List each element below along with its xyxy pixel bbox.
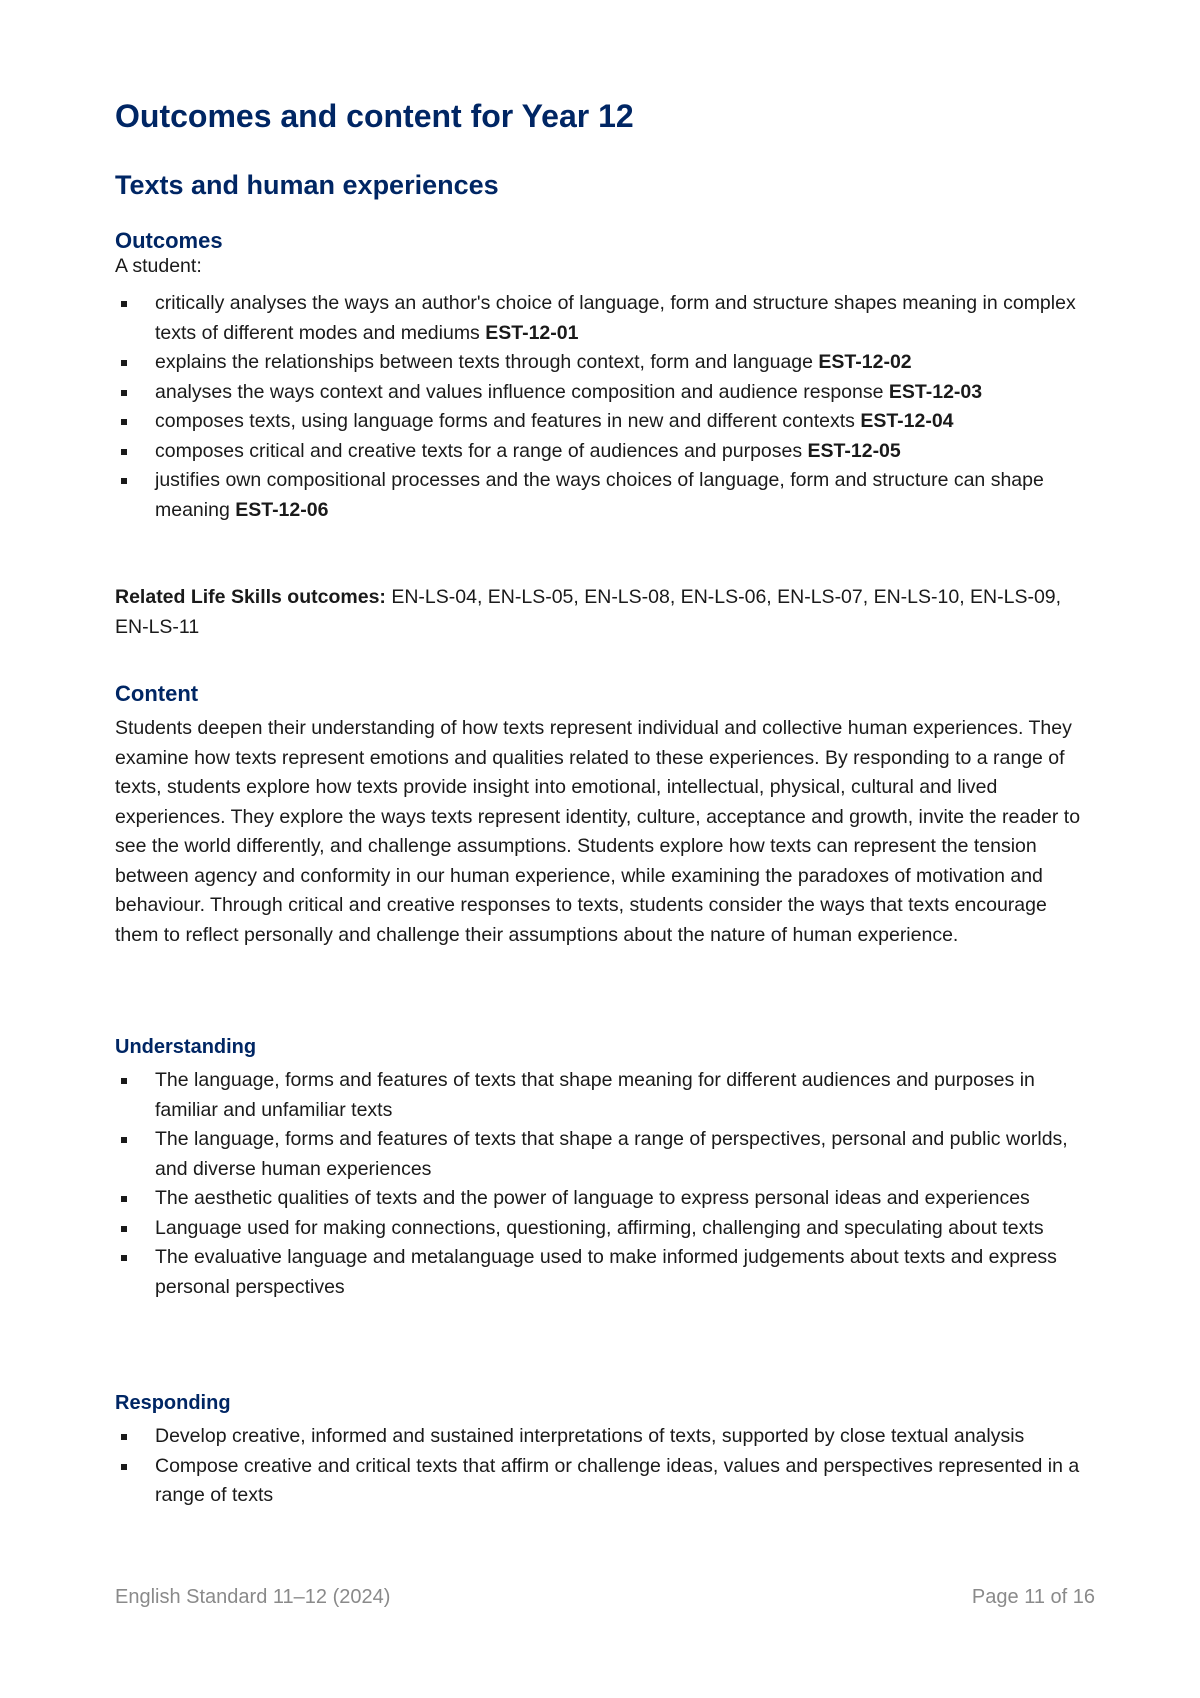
bullet-icon bbox=[121, 1137, 127, 1143]
related-outcomes-label: Related Life Skills outcomes: bbox=[115, 586, 386, 608]
list-item-text: Language used for making connections, questioning, affirming, challenging and speculating about texts bbox=[155, 1216, 1044, 1239]
content-paragraph: Students deepen their understanding of how texts represent individual and collective human experiences. They examine how texts represent emotions and qualities related to these experiences. By responding to a range of texts, students explore how texts provide insight into emotional, intellectual, physical, cultural and lived experiences. They explore the ways texts represent identity, culture, acceptance and growth, invite the reader to see the world differently, and challenge assumptions. Students explore how texts can represent the tension between agency and conformity in our human experience, while examining the paradoxes of motivation and behaviour. Through critical and creative responses to texts, students consider the ways that texts encourage them to reflect personally and challenge their assumptions about the nature of human experience. bbox=[115, 717, 1081, 946]
understanding-heading: Understanding bbox=[115, 1036, 257, 1058]
list-item-text: The aesthetic qualities of texts and the power of language to express personal ideas and experiences bbox=[155, 1187, 1030, 1209]
outcomes-intro: A student: bbox=[115, 255, 202, 277]
list-item-text: The evaluative language and metalanguage used to make informed judgements about texts and express personal perspectives bbox=[155, 1246, 1057, 1298]
outcome-text: justifies own compositional processes and the ways choices of language, form and structure can shape meaning bbox=[155, 469, 1044, 521]
outcome-item bbox=[115, 437, 1095, 467]
outcome-code: EST-12-01 bbox=[485, 321, 579, 344]
bullet-icon bbox=[121, 1196, 127, 1202]
list-item-text: Compose creative and critical texts that affirm or challenge ideas, values and perspectives represented in a range of texts bbox=[155, 1454, 1080, 1506]
outcome-item bbox=[115, 407, 1095, 437]
outcome-code: EST-12-06 bbox=[235, 498, 329, 521]
bullet-icon bbox=[121, 419, 127, 425]
section-title: Texts and human experiences bbox=[115, 170, 499, 200]
outcome-item bbox=[115, 289, 1095, 348]
outcome-text: composes texts, using language forms and features in new and different contexts bbox=[155, 410, 861, 432]
related-outcomes bbox=[115, 583, 1095, 642]
outcome-item bbox=[115, 466, 1095, 525]
bullet-icon bbox=[121, 1078, 127, 1084]
understanding-list bbox=[115, 1066, 1095, 1302]
bullet-icon bbox=[121, 1434, 127, 1440]
bullet-icon bbox=[121, 301, 127, 307]
outcome-code: EST-12-04 bbox=[860, 410, 954, 432]
bullet-icon bbox=[121, 1255, 127, 1261]
list-item bbox=[115, 1422, 1095, 1452]
outcome-text: critically analyses the ways an author's choice of language, form and structure shapes meaning in complex texts of different modes and mediums bbox=[155, 292, 1076, 344]
list-item bbox=[115, 1125, 1095, 1184]
outcome-code: EST-12-05 bbox=[807, 439, 901, 462]
outcome-code: EST-12-02 bbox=[818, 351, 912, 373]
bullet-icon bbox=[121, 449, 127, 455]
list-item bbox=[115, 1243, 1095, 1302]
content-heading: Content bbox=[115, 681, 199, 706]
responding-heading: Responding bbox=[115, 1392, 231, 1414]
bullet-icon bbox=[121, 478, 127, 484]
footer-document-title: English Standard 11–12 (2024) bbox=[115, 1586, 391, 1608]
outcomes-list bbox=[115, 289, 1095, 525]
list-item bbox=[115, 1214, 1095, 1244]
list-item bbox=[115, 1184, 1095, 1214]
related-outcomes-value: EN-LS-04, EN-LS-05, EN-LS-08, EN-LS-06, EN-LS-07, EN-LS-10, EN-LS-09, EN-LS-11 bbox=[115, 586, 1062, 638]
outcomes-heading: Outcomes bbox=[115, 228, 223, 253]
bullet-icon bbox=[121, 360, 127, 366]
outcome-text: analyses the ways context and values influence composition and audience response bbox=[155, 380, 889, 403]
outcome-text: explains the relationships between texts through context, form and language bbox=[155, 351, 819, 373]
list-item-text: The language, forms and features of texts that shape meaning for different audiences and purposes in familiar and unfamiliar texts bbox=[155, 1069, 1035, 1121]
list-item-text: The language, forms and features of texts that shape a range of perspectives, personal and public worlds, and diverse human experiences bbox=[155, 1128, 1068, 1180]
bullet-icon bbox=[121, 1226, 127, 1232]
outcome-text: composes critical and creative texts for a range of audiences and purposes bbox=[155, 439, 808, 462]
list-item bbox=[115, 1452, 1095, 1511]
outcome-item bbox=[115, 348, 1095, 378]
responding-list bbox=[115, 1422, 1095, 1511]
page-title: Outcomes and content for Year 12 bbox=[115, 98, 634, 134]
bullet-icon bbox=[121, 1464, 127, 1470]
footer-page-number: Page 11 of 16 bbox=[971, 1586, 1095, 1608]
list-item bbox=[115, 1066, 1095, 1125]
bullet-icon bbox=[121, 390, 127, 396]
outcome-code: EST-12-03 bbox=[888, 380, 983, 403]
outcome-item bbox=[115, 378, 1095, 408]
list-item-text: Develop creative, informed and sustained interpretations of texts, supported by close textual analysis bbox=[155, 1425, 1025, 1447]
